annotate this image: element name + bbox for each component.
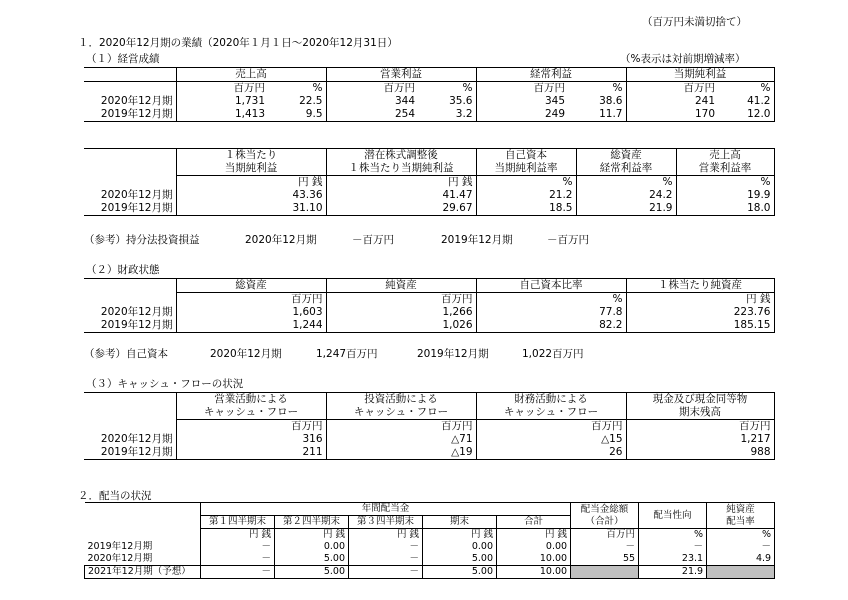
table-row — [85, 553, 775, 566]
ref-label: （参考）自己資本 — [84, 348, 168, 360]
row-label: 2020年12月期 — [100, 306, 173, 318]
unit-label: % — [639, 529, 707, 542]
pct-note: （%表示は対前期増減率） — [620, 53, 746, 65]
ref-period: 2020年12月期 — [210, 348, 282, 360]
col-header: 期末 — [423, 516, 497, 529]
cell: △15 — [476, 433, 626, 446]
cell: 43.36 — [176, 189, 326, 202]
row-label: 2020年12月期 — [100, 189, 173, 201]
unit-label: 百万円 — [626, 420, 774, 434]
col-header: 売上高 — [176, 68, 326, 82]
unit-label: 百万円 — [176, 420, 326, 434]
ref-label: （参考）持分法投資損益 — [84, 234, 200, 246]
ref-value: －百万円 — [547, 234, 589, 246]
ref-value: 1,247百万円 — [316, 348, 378, 360]
cell: 0.00 — [497, 541, 571, 553]
cell: － — [349, 541, 423, 553]
cell: 21.9 — [576, 202, 676, 216]
unit-label: 円 銭 — [176, 176, 326, 190]
cell: 1,026 — [326, 319, 476, 333]
cell: △19 — [326, 446, 476, 460]
cell: － — [201, 541, 275, 553]
table-row — [84, 202, 774, 216]
table-row — [85, 541, 775, 553]
cashflow-table — [84, 392, 775, 460]
dividend-table — [84, 502, 775, 579]
table-row — [84, 189, 774, 202]
cell: 38.6 — [599, 95, 623, 107]
col-header: 第３四半期末 — [349, 516, 423, 529]
col-header: 自己資本比率 — [476, 279, 626, 293]
section-heading-cashflow: （３）キャッシュ・フローの状況 — [86, 378, 244, 390]
col-header: 第２四半期末 — [275, 516, 349, 529]
cell: 1,266 — [326, 306, 476, 319]
results-table — [84, 67, 775, 122]
unit-label: 百万円 — [571, 529, 639, 542]
cell: － — [201, 553, 275, 566]
unit-label: 百万円 — [476, 420, 626, 434]
unit-label: 円 銭 — [201, 529, 275, 542]
unit-label: 百万円 — [476, 82, 568, 96]
col-header: 経常利益 — [476, 68, 626, 82]
col-header: 総資産 — [176, 279, 326, 293]
cell: 4.9 — [707, 553, 775, 566]
cell: 988 — [626, 446, 774, 460]
table-row — [84, 319, 774, 333]
cell: 249 — [476, 108, 568, 122]
cell: 345 — [476, 95, 568, 108]
ref-period: 2020年12月期 — [245, 234, 317, 246]
table-row — [84, 306, 774, 319]
cell: 344 — [326, 95, 418, 108]
cell: 1,413 — [176, 108, 268, 122]
per-share-table — [84, 148, 775, 216]
unit-label: % — [576, 176, 676, 190]
cell: － — [349, 566, 423, 579]
ref-period: 2019年12月期 — [441, 234, 513, 246]
cell: △71 — [326, 433, 476, 446]
cell: 1,603 — [176, 306, 326, 319]
unit-label: % — [718, 82, 774, 96]
ref-value: 1,022百万円 — [522, 348, 584, 360]
cell: 0.00 — [423, 541, 497, 553]
unit-label: % — [312, 82, 323, 94]
financial-table — [84, 278, 775, 333]
cell: 170 — [626, 108, 718, 122]
unit-label: % — [476, 293, 626, 307]
cell-shaded — [707, 566, 775, 579]
page-title: １．2020年12月期の業績（2020年１月１日～2020年12月31日） — [78, 37, 398, 49]
section-heading-financial: （２）財政状態 — [86, 264, 160, 276]
cell: 241 — [626, 95, 718, 108]
unit-label: 円 銭 — [423, 529, 497, 542]
group-header: 年間配当金 — [201, 503, 571, 516]
unit-label: 百万円 — [326, 82, 418, 96]
unit-label: 百万円 — [326, 420, 476, 434]
cell-shaded — [571, 566, 639, 579]
col-header: 配当金総額 （合計） — [571, 503, 639, 529]
cell: 5.00 — [423, 566, 497, 579]
cell: 31.10 — [176, 202, 326, 216]
unit-label: 百万円 — [176, 293, 326, 307]
col-header: 営業利益 — [326, 68, 476, 82]
cell: 185.15 — [626, 319, 774, 333]
cell: 21.9 — [639, 566, 707, 579]
col-header: １株当たり 当期純利益 — [176, 149, 326, 176]
unit-label: 百万円 — [176, 82, 268, 96]
col-header: 当期純利益 — [626, 68, 774, 82]
cell: 18.0 — [676, 202, 774, 216]
cell: 5.00 — [275, 566, 349, 579]
table-row — [84, 446, 774, 460]
cell: 12.0 — [718, 108, 774, 122]
table-row — [84, 108, 774, 122]
row-label: 2020年12月期 — [87, 553, 153, 564]
cell: 18.5 — [476, 202, 576, 216]
cell: 3.2 — [418, 108, 476, 122]
unit-label: % — [476, 176, 576, 190]
cell: 41.47 — [326, 189, 476, 202]
unit-label: 円 銭 — [326, 176, 476, 190]
cell: 10.00 — [497, 566, 571, 579]
ref-value: －百万円 — [352, 234, 394, 246]
cell: 29.67 — [326, 202, 476, 216]
row-label: 2019年12月期 — [84, 446, 176, 460]
unit-label: 百万円 — [326, 293, 476, 307]
col-header: 売上高 営業利益率 — [676, 149, 774, 176]
unit-label: 円 銭 — [349, 529, 423, 542]
cell: 23.1 — [639, 553, 707, 566]
cell: － — [349, 553, 423, 566]
cell: 19.9 — [676, 189, 774, 202]
table-row — [84, 433, 774, 446]
cell: － — [707, 541, 775, 553]
cell: － — [201, 566, 275, 579]
cell: 5.00 — [275, 553, 349, 566]
cell: 22.5 — [299, 95, 323, 107]
cell: 254 — [326, 108, 418, 122]
col-header: 配当性向 — [639, 503, 707, 529]
col-header: 投資活動による キャッシュ・フロー — [326, 393, 476, 420]
col-header: 合計 — [497, 516, 571, 529]
section-heading-results: （１）経営成績 — [86, 53, 160, 65]
col-header: 潜在株式調整後 １株当たり当期純利益 — [326, 149, 476, 176]
unit-label: % — [612, 82, 623, 94]
unit-label: % — [462, 82, 473, 94]
col-header: 営業活動による キャッシュ・フロー — [176, 393, 326, 420]
row-label: 2019年12月期 — [84, 202, 176, 216]
unit-label: % — [707, 529, 775, 542]
col-header: 純資産 配当率 — [707, 503, 775, 529]
cell: 316 — [176, 433, 326, 446]
cell: 26 — [476, 446, 626, 460]
cell: 1,244 — [176, 319, 326, 333]
col-header: 財務活動による キャッシュ・フロー — [476, 393, 626, 420]
unit-label: 百万円 — [626, 82, 718, 96]
row-label: 2019年12月期 — [87, 541, 153, 552]
cell: 41.2 — [718, 95, 774, 108]
unit-label: 円 銭 — [626, 293, 774, 307]
cell: 9.5 — [268, 108, 326, 122]
row-label: 2020年12月期 — [100, 433, 173, 445]
unit-label: 円 銭 — [497, 529, 571, 542]
row-label: 2020年12月期 — [100, 95, 173, 107]
cell: 0.00 — [275, 541, 349, 553]
row-label: 2019年12月期 — [84, 108, 176, 122]
ref-period: 2019年12月期 — [417, 348, 489, 360]
cell: － — [639, 541, 707, 553]
cell: 35.6 — [449, 95, 473, 107]
table-row — [84, 95, 774, 108]
dividend-title: ２．配当の状況 — [78, 490, 152, 502]
table-row — [85, 566, 775, 579]
cell: 11.7 — [568, 108, 626, 122]
cell: 1,731 — [176, 95, 268, 108]
cell: 5.00 — [423, 553, 497, 566]
cell: 77.8 — [476, 306, 626, 319]
cell: 21.2 — [476, 189, 576, 202]
cell: 10.00 — [497, 553, 571, 566]
col-header: 第１四半期末 — [201, 516, 275, 529]
cell: 223.76 — [626, 306, 774, 319]
unit-label: % — [676, 176, 774, 190]
unit-label: 円 銭 — [275, 529, 349, 542]
cell: 211 — [176, 446, 326, 460]
cell: 55 — [571, 553, 639, 566]
col-header: １株当たり純資産 — [626, 279, 774, 293]
col-header: 純資産 — [326, 279, 476, 293]
cell: 24.2 — [576, 189, 676, 202]
col-header: 現金及び現金同等物 期末残高 — [626, 393, 774, 420]
col-header: 総資産 経常利益率 — [576, 149, 676, 176]
col-header: 自己資本 当期純利益率 — [476, 149, 576, 176]
row-label: 2019年12月期 — [84, 319, 176, 333]
cell: － — [571, 541, 639, 553]
cell: 1,217 — [626, 433, 774, 446]
row-label: 2021年12月期（予想） — [85, 566, 201, 579]
cell: 82.2 — [476, 319, 626, 333]
unit-note: （百万円未満切捨て） — [642, 16, 747, 28]
